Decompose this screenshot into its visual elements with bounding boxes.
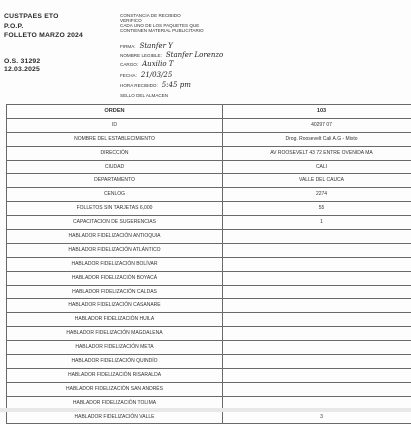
- row-label: HABLADOR FIDELIZACIÓN BOLÍVAR: [7, 257, 223, 271]
- company-name: CUSTPAES ETO: [4, 14, 59, 21]
- table-row: [7, 216, 411, 230]
- table-row: [7, 257, 411, 271]
- row-value: [223, 299, 411, 313]
- row-label: NOMBRE DEL ESTABLECIMIENTO: [7, 132, 223, 146]
- table-row: [7, 174, 411, 188]
- row-label: FOLLETOS SIN TARJETAS 6,000: [7, 202, 223, 216]
- table-row: [7, 202, 411, 216]
- row-label: CIUDAD: [7, 160, 223, 174]
- row-label: HABLADOR FIDELIZACIÓN SAN ANDRÉS: [7, 382, 223, 396]
- row-value: AV ROOSEVELT 43 72 ENTRE OVENIDA MA: [223, 146, 411, 160]
- table-row: [7, 230, 411, 244]
- receipt-caption: CONSTANCIA DE RECIBIDO: [120, 14, 181, 19]
- scan-edge: [0, 408, 411, 412]
- row-value: [223, 368, 411, 382]
- table-row: [7, 341, 411, 355]
- position-value: Auxilio T: [142, 60, 173, 68]
- row-value: 3: [223, 410, 411, 424]
- date-value: 21/03/25: [141, 71, 172, 79]
- row-value: [223, 327, 411, 341]
- row-value: CALI: [223, 160, 411, 174]
- row-value: 55: [223, 202, 411, 216]
- row-label: HABLADOR FIDELIZACIÓN ATLÁNTICO: [7, 243, 223, 257]
- table-row: [7, 146, 411, 160]
- row-value: [223, 382, 411, 396]
- row-label: HABLADOR FIDELIZACIÓN BOYACÁ: [7, 271, 223, 285]
- row-label: DEPARTAMENTO: [7, 174, 223, 188]
- row-label: DIRECCIÓN: [7, 146, 223, 160]
- row-label: HABLADOR FIDELIZACIÓN META: [7, 341, 223, 355]
- row-label: HABLADOR FIDELIZACIÓN QUINDÍO: [7, 355, 223, 369]
- table-row: [7, 299, 411, 313]
- row-value: [223, 271, 411, 285]
- position-label: CARGO:: [120, 62, 138, 67]
- table-row: [7, 327, 411, 341]
- name-value: Stanfer Lorenzo: [166, 51, 223, 59]
- signature-label: FIRMA:: [120, 44, 136, 49]
- row-label: HABLADOR FIDELIZACIÓN CASANARE: [7, 299, 223, 313]
- row-value: 40297 07: [223, 118, 411, 132]
- time-value: 5:45 pm: [162, 81, 191, 89]
- table-header-label: ORDEN: [7, 105, 223, 119]
- table-row: [7, 243, 411, 257]
- row-value: [223, 355, 411, 369]
- row-value: VALLE DEL CAUCA: [223, 174, 411, 188]
- row-label: HABLADOR FIDELIZACIÓN RISARALDA: [7, 368, 223, 382]
- table-row: [7, 313, 411, 327]
- receipt-caption: CONTIENEN MATERIAL PUBLICITARIO: [120, 29, 204, 34]
- table-header-value: 103: [223, 105, 411, 119]
- receipt-caption: CADA UNO DE LOS PAQUETES QUE: [120, 24, 199, 29]
- name-row: [120, 51, 223, 59]
- name-label: NOMBRE LEGIBLE:: [120, 53, 162, 58]
- time-label: HORA RECIBIDO:: [120, 83, 158, 88]
- table-row: [7, 118, 411, 132]
- signature-row: [120, 42, 173, 50]
- signature-value: Stanfer Y: [140, 42, 173, 50]
- row-value: 2274: [223, 188, 411, 202]
- row-label: HABLADOR FIDELIZACIÓN VALLE: [7, 410, 223, 424]
- row-value: Drog. Roosevelt Cali A.G - Mixto: [223, 132, 411, 146]
- row-label: HABLADOR FIDELIZACIÓN ANTIOQUIA: [7, 230, 223, 244]
- row-label: CENLOG: [7, 188, 223, 202]
- order-number: O.S. 31292: [4, 59, 40, 66]
- table-row: [7, 285, 411, 299]
- stamp-label: SELLO DEL ALMACEN: [120, 93, 168, 98]
- table-row: [7, 160, 411, 174]
- table-row: [7, 368, 411, 382]
- table-row: [7, 355, 411, 369]
- table-header-row: [7, 105, 411, 119]
- row-value: 1: [223, 216, 411, 230]
- row-value: [223, 313, 411, 327]
- row-label: HABLADOR FIDELIZACIÓN MAGDALENA: [7, 327, 223, 341]
- time-row: [120, 81, 191, 89]
- receipt-caption: VERIFICO: [120, 19, 142, 24]
- date-row: [120, 71, 172, 79]
- campaign-title: FOLLETO MARZO 2024: [4, 33, 83, 40]
- row-value: [223, 230, 411, 244]
- table-row: [7, 132, 411, 146]
- row-value: [223, 257, 411, 271]
- row-label: CAPACITACION DE SUGERENCIAS: [7, 216, 223, 230]
- position-row: [120, 60, 173, 68]
- row-value: [223, 285, 411, 299]
- row-label: HABLADOR FIDELIZACIÓN TOLIMA: [7, 396, 223, 410]
- table-row: [7, 188, 411, 202]
- row-label: HABLADOR FIDELIZACIÓN HUILA: [7, 313, 223, 327]
- row-value: [223, 341, 411, 355]
- table-row: [7, 382, 411, 396]
- row-label: HABLADOR FIDELIZACIÓN CALDAS: [7, 285, 223, 299]
- order-table: [6, 104, 411, 424]
- row-value: [223, 243, 411, 257]
- date-label: FECHA:: [120, 73, 137, 78]
- material-type: P.O.P.: [4, 24, 23, 31]
- order-date: 12.03.2025: [4, 67, 40, 74]
- table-row: [7, 271, 411, 285]
- row-label: ID: [7, 118, 223, 132]
- table-row: [7, 410, 411, 424]
